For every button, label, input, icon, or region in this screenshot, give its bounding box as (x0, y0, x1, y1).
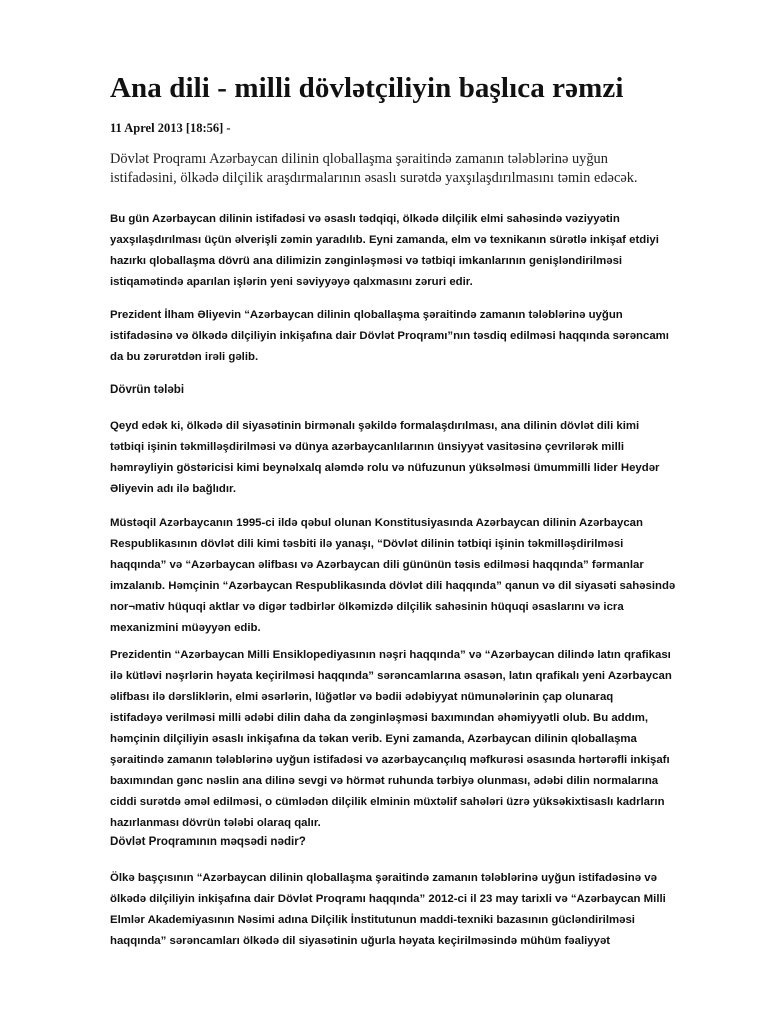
paragraph-line: haqqında” sərəncamları ölkədə dil siyasətinin uğurla həyata keçirilməsində mühüm fəaliyyət (110, 935, 611, 947)
paragraph-3 (110, 416, 730, 500)
paragraph-6 (110, 868, 730, 952)
section-heading-1: Dövrün tələbi (110, 383, 185, 396)
paragraph-line: ölkədə dilçiliyin inkişafına dair Dövlət Proqramı haqqında” 2012-ci il 23 may tarixli və “Azərbaycan Milli (110, 893, 666, 905)
paragraph-line: tətbiqi işinin təkmilləşdirilməsi və dünya azərbaycanlılarının ünsiyyət vasitəsinə çevrilərək milli (110, 441, 625, 453)
section-heading-2: Dövlət Proqramının məqsədi nədir? (110, 835, 306, 848)
paragraph-line: nor¬mativ hüquqi aktlar və digər tədbirlər ölkəmizdə dilçilik sahəsinin hüquqi əsaslarını və icra (110, 601, 624, 613)
paragraph-line: Qeyd edək ki, ölkədə dil siyasətinin birmənalı şəkildə formalaşdırılması, ana dilinin dövlət dili kimi (110, 420, 640, 432)
lead-line: Dövlət Proqramı Azərbaycan dilinin qloballaşma şəraitində zamanın tələblərinə uyğun (110, 151, 608, 167)
paragraph-line: Elmlər Akademiyasının Nəsimi adına Dilçilik İnstitutunun maddi-texniki bazasının gücləndirilməsi (110, 914, 635, 926)
paragraph-1 (110, 209, 730, 293)
paragraph-line: hazırkı qloballaşma dövrü ana dilimizin zənginləşməsi və tətbiqi imkanlarının genişləndirilməsi (110, 255, 623, 267)
paragraph-line: Ölkə başçısının “Azərbaycan dilinin qloballaşma şəraitində zamanın tələblərinə uyğun istifadəsinə və (110, 872, 657, 884)
paragraph-line: Respublikasının dövlət dili kimi təsbiti ilə yanaşı, “Dövlət dilinin tətbiqi işinin təkmilləşdirilməsi (110, 538, 624, 550)
article-date: 11 Aprel 2013 [18:56] - (110, 121, 231, 135)
paragraph-line: istiqamətində aparılan işlərin yeni səviyyəyə qalxmasını zəruri edir. (110, 276, 473, 288)
paragraph-line: baxımından gənc nəslin ana dilinə sevgi və hörmət ruhunda tərbiyə olunması, ədəbi dilin normalarına (110, 775, 659, 787)
article-lead (110, 150, 710, 188)
paragraph-line: Müstəqil Azərbaycanın 1995-ci ildə qəbul olunan Konstitusiyasında Azərbaycan dilinin Azərbaycan (110, 517, 643, 529)
paragraph-line: haqqında” və “Azərbaycan əlifbası və Azərbaycan dili gününün təsis edilməsi haqqında” fərmanlar (110, 559, 644, 571)
paragraph-line: həmrəyliyin göstəricisi kimi beynəlxalq aləmdə rolu və nüfuzunun yüksəlməsi ümummilli lider Heydər (110, 462, 660, 474)
paragraph-line: istifadəyə verilməsi milli ədəbi dilin daha da zənginləşməsi baxımından əhəmiyyətli olub. Bu addım, (110, 712, 649, 724)
lead-line: istifadəsini, ölkədə dilçilik araşdırmalarının əsaslı surətdə yaxşılaşdırılmasını təmin edəcək. (110, 170, 638, 186)
paragraph-2 (110, 305, 730, 368)
paragraph-line: həmçinin dilçiliyin əsaslı inkişafına da təkan verib. Eyni zamanda, Azərbaycan dilinin qloballaşma (110, 733, 637, 745)
paragraph-line: əlifbası ilə dərsliklərin, elmi əsərlərin, lüğətlər və bədii ədəbiyyat nümunələrinin çap olunaraq (110, 691, 614, 703)
paragraph-line: ilə kütləvi nəşrlərin həyata keçirilməsi haqqında” sərəncamlarına əsasən, latın qrafikalı yeni Azərbaycan (110, 670, 672, 682)
article-title: Ana dili - milli dövlətçiliyin başlıca rəmzi (110, 72, 624, 104)
paragraph-line: şəraitində zamanın tələblərinə uyğun istifadəsi və azərbaycançılıq məfkurəsi əsasında hərtərəfli inkişafı (110, 754, 670, 766)
paragraph-4 (110, 513, 730, 639)
paragraph-line: mexanizmini müəyyən edib. (110, 622, 261, 634)
paragraph-5 (110, 645, 730, 834)
paragraph-line: Prezident İlham Əliyevin “Azərbaycan dilinin qloballaşma şəraitində zamanın tələblərinə uyğun (110, 309, 623, 321)
paragraph-line: imzalanıb. Həmçinin “Azərbaycan Respublikasında dövlət dili haqqında” qanun və dil siyasəti sahəsində (110, 580, 676, 592)
paragraph-line: yaxşılaşdırılması üçün əlverişli zəmin yaradılıb. Eyni zamanda, elm və texnikanın sürətlə inkişaf etdiyi (110, 234, 659, 246)
paragraph-line: istifadəsinə və ölkədə dilçiliyin inkişafına dair Dövlət Proqramı”nın təsdiq edilməsi haqqında sərəncamı (110, 330, 669, 342)
paragraph-line: Əliyevin adı ilə bağlıdır. (110, 483, 237, 495)
paragraph-line: da bu zərurətdən irəli gəlib. (110, 351, 259, 363)
paragraph-line: Bu gün Azərbaycan dilinin istifadəsi və əsaslı tədqiqi, ölkədə dilçilik elmi sahəsində vəziyyətin (110, 213, 620, 225)
paragraph-line: hazırlanması dövrün tələbi olaraq qalır. (110, 817, 321, 829)
paragraph-line: Prezidentin “Azərbaycan Milli Ensiklopediyasının nəşri haqqında” və “Azərbaycan dilində latın qrafikası (110, 649, 671, 661)
paragraph-line: ciddi surətdə əməl edilməsi, o cümlədən dilçilik elminin müxtəlif sahələri üzrə yüksəkixtisaslı kadrların (110, 796, 665, 808)
